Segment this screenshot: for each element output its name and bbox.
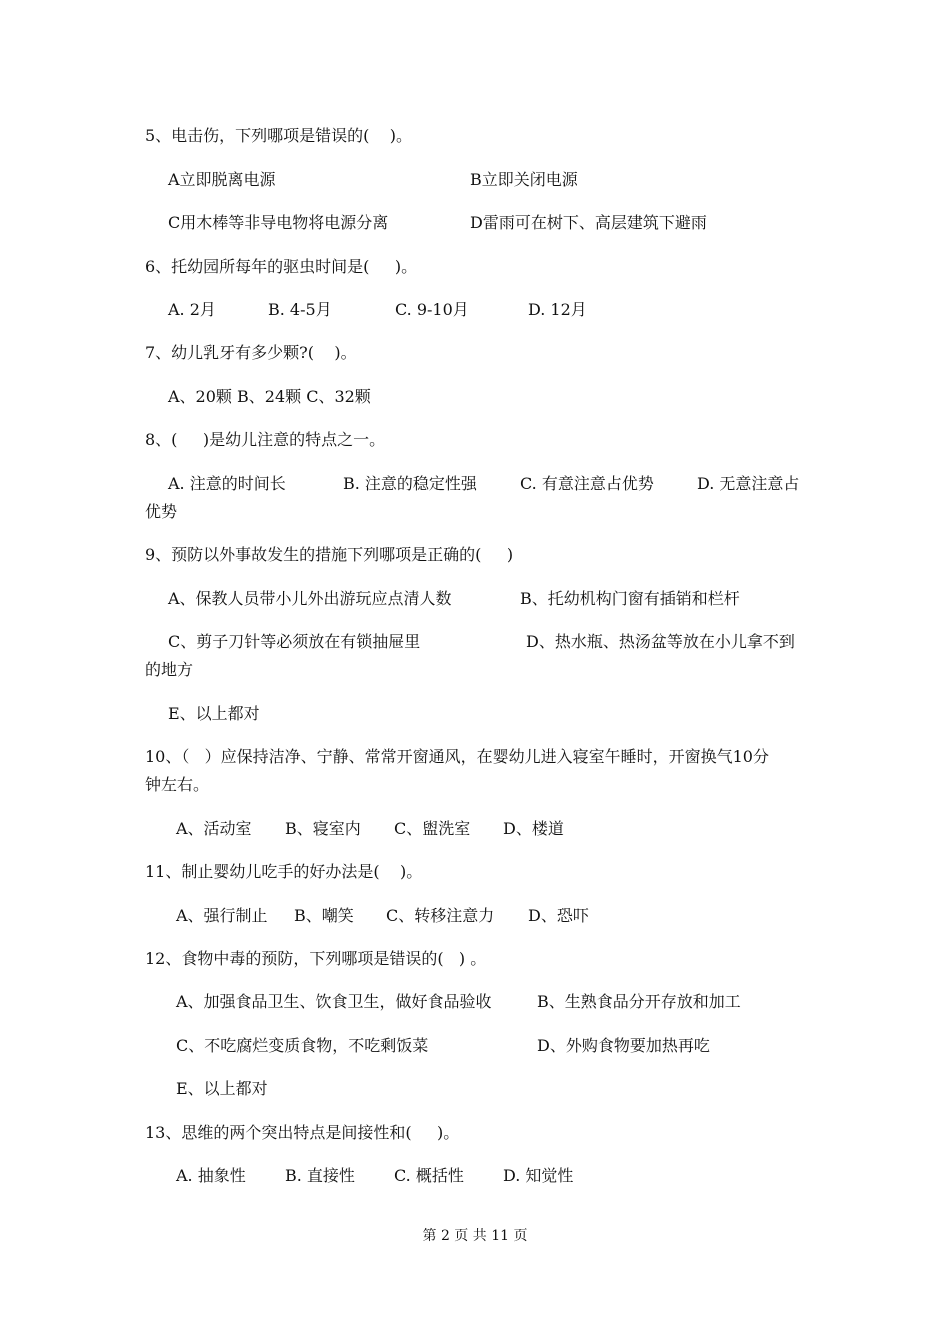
question-13-option-a: A. 抽象性 xyxy=(176,1166,246,1185)
question-9-option-a: A、保教人员带小儿外出游玩应点清人数 xyxy=(168,589,452,608)
question-13-stem: 13、思维的两个突出特点是间接性和( )。 xyxy=(145,1123,460,1142)
question-10-option-d: D、楼道 xyxy=(503,819,564,838)
question-9-stem: 9、预防以外事故发生的措施下列哪项是正确的( ) xyxy=(145,545,514,564)
page-footer: 第 2 页 共 11 页 xyxy=(422,1228,528,1244)
question-8-option-a: A. 注意的时间长 xyxy=(168,474,286,493)
question-7-options: A、20颗 B、24颗 C、32颗 xyxy=(168,387,371,406)
question-12-option-c: C、不吃腐烂变质食物，不吃剩饭菜 xyxy=(176,1036,429,1055)
question-13-option-d: D. 知觉性 xyxy=(503,1166,574,1185)
question-6-option-a: A. 2月 xyxy=(168,300,216,319)
question-5-option-d: D雷雨可在树下、高层建筑下避雨 xyxy=(470,213,707,232)
question-11-option-d: D、恐吓 xyxy=(528,906,589,925)
question-6-stem: 6、托幼园所每年的驱虫时间是( )。 xyxy=(145,257,418,276)
question-12-stem: 12、食物中毒的预防，下列哪项是错误的( ) 。 xyxy=(145,949,487,968)
question-10-option-a: A、活动室 xyxy=(176,819,252,838)
question-5-option-a: A立即脱离电源 xyxy=(168,170,276,189)
question-9-option-e: E、以上都对 xyxy=(168,704,260,723)
question-12-option-e: E、以上都对 xyxy=(176,1079,268,1098)
question-12-option-b: B、生熟食品分开存放和加工 xyxy=(537,992,741,1011)
question-6-option-c: C. 9-10月 xyxy=(395,300,469,319)
question-10-stem: 10、（ ）应保持洁净、宁静、常常开窗通风，在婴幼儿进入寝室午睡时，开窗换气10分 xyxy=(145,747,769,766)
question-8-option-d: D. 无意注意占 xyxy=(697,474,800,493)
question-12-option-a: A、加强食品卫生、饮食卫生，做好食品验收 xyxy=(176,992,492,1011)
question-8-option-b: B. 注意的稳定性强 xyxy=(343,474,477,493)
question-11-stem: 11、制止婴幼儿吃手的好办法是( )。 xyxy=(145,862,423,881)
question-6-option-d: D. 12月 xyxy=(528,300,587,319)
question-11-option-b: B、嘲笑 xyxy=(294,906,354,925)
question-9-option-d: D、热水瓶、热汤盆等放在小儿拿不到 xyxy=(526,632,795,651)
question-7-stem: 7、幼儿乳牙有多少颗?( )。 xyxy=(145,343,357,362)
question-6-option-b: B. 4-5月 xyxy=(268,300,332,319)
question-9-option-b: B、托幼机构门窗有插销和栏杆 xyxy=(520,589,740,608)
question-8-stem: 8、( )是幼儿注意的特点之一。 xyxy=(145,430,386,449)
question-9-option-c: C、剪子刀针等必须放在有锁抽屉里 xyxy=(168,632,421,651)
question-12-option-d: D、外购食物要加热再吃 xyxy=(537,1036,710,1055)
question-8-option-d-continued: 优势 xyxy=(145,502,178,521)
question-10-stem-continued: 钟左右。 xyxy=(145,775,210,794)
question-5-stem: 5、电击伤，下列哪项是错误的( )。 xyxy=(145,126,413,145)
question-9-option-d-continued: 的地方 xyxy=(145,660,194,679)
question-11-option-a: A、强行制止 xyxy=(176,906,268,925)
question-8-option-c: C. 有意注意占优势 xyxy=(520,474,654,493)
question-10-option-b: B、寝室内 xyxy=(285,819,361,838)
question-13-option-c: C. 概括性 xyxy=(394,1166,464,1185)
question-10-option-c: C、盥洗室 xyxy=(394,819,471,838)
question-5-option-c: C用木棒等非导电物将电源分离 xyxy=(168,213,389,232)
question-13-option-b: B. 直接性 xyxy=(285,1166,355,1185)
question-5-option-b: B立即关闭电源 xyxy=(470,170,578,189)
question-11-option-c: C、转移注意力 xyxy=(386,906,495,925)
